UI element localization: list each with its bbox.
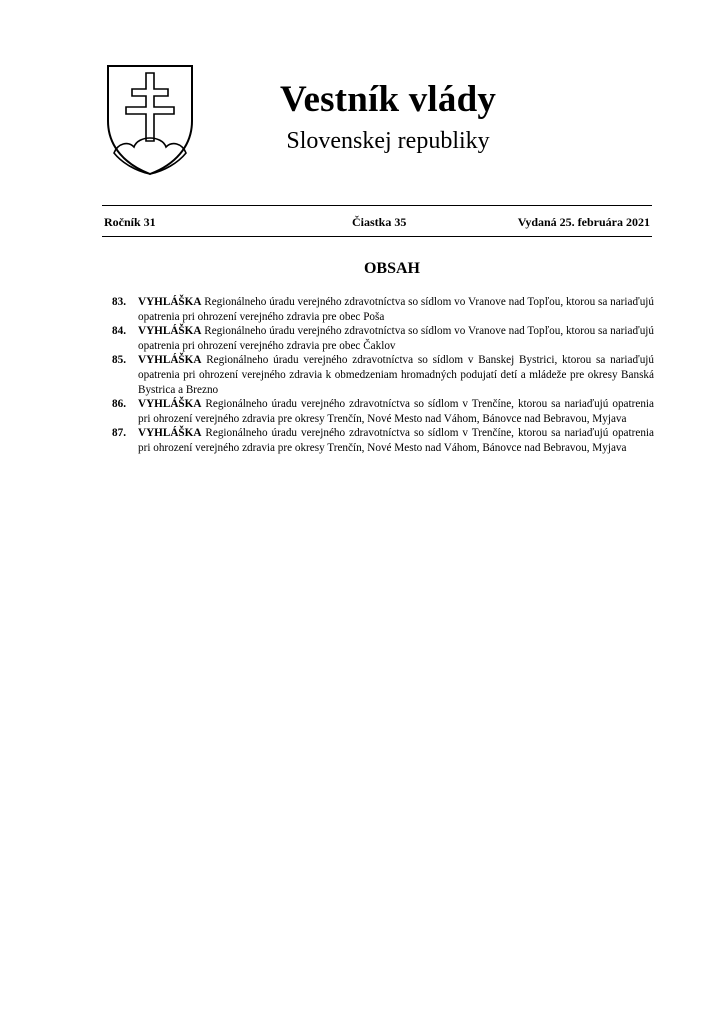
toc-item-type: VYHLÁŠKA <box>138 427 202 440</box>
toc-item-number: 87. <box>112 427 126 440</box>
contents-heading: OBSAH <box>363 260 420 277</box>
issue-meta-row <box>102 213 652 231</box>
divider-bottom <box>102 236 652 237</box>
table-of-contents <box>102 295 654 456</box>
toc-item-type: VYHLÁŠKA <box>138 296 202 308</box>
toc-item-number: 84. <box>112 325 126 338</box>
publication-date: Vydaná 25. februára 2021 <box>517 215 650 229</box>
toc-item-type: VYHLÁŠKA <box>138 354 202 367</box>
toc-item <box>102 324 654 353</box>
toc-item <box>102 397 654 426</box>
toc-item-type: VYHLÁŠKA <box>138 398 202 411</box>
toc-item-title: Regionálneho úradu verejného zdravotníctva so sídlom vo Vranove nad Topľou, ktorou sa nariaďujú opatrenia pri ohrození verejného zdravia pre obec Čaklov <box>138 325 655 352</box>
slovak-coat-of-arms-icon <box>104 63 196 177</box>
toc-item-title: Regionálneho úradu verejného zdravotníctva so sídlom vo Vranove nad Topľou, ktorou sa nariaďujú opatrenia pri ohrození verejného zdravia pre obec Poša <box>138 296 655 323</box>
toc-item-title: Regionálneho úradu verejného zdravotníctva so sídlom v Trenčíne, ktorou sa nariaďujú opatrenia pri ohrození verejného zdravia pre okresy Trenčín, Nové Mesto nad Váhom, Bánovce nad Bebravou, Myjava <box>138 398 654 425</box>
toc-item-number: 83. <box>112 296 126 308</box>
toc-item-title: Regionálneho úradu verejného zdravotníctva so sídlom v Trenčíne, ktorou sa nariaďujú opatrenia pri ohrození verejného zdravia pre okresy Trenčín, Nové Mesto nad Váhom, Bánovce nad Bebravou, Myjava <box>138 427 654 454</box>
divider-top <box>102 205 652 206</box>
toc-item-number: 85. <box>112 354 126 367</box>
issue-label: Čiastka 35 <box>352 215 407 229</box>
toc-item <box>102 295 654 324</box>
toc-item-number: 86. <box>112 398 126 411</box>
toc-item <box>102 353 654 397</box>
toc-item-type: VYHLÁŠKA <box>138 325 202 338</box>
toc-item <box>102 426 654 455</box>
gazette-title: Vestník vlády <box>279 79 497 120</box>
volume-label: Ročník 31 <box>104 215 156 229</box>
gazette-subtitle: Slovenskej republiky <box>286 128 490 154</box>
toc-item-title: Regionálneho úradu verejného zdravotníctva so sídlom v Banskej Bystrici, ktorou sa nariaďujú opatrenia pri ohrození verejného zdravia k obmedzeniam hromadných podujatí detí a mládeže pre okresy Banská Bystrica a Brezno <box>138 354 655 396</box>
